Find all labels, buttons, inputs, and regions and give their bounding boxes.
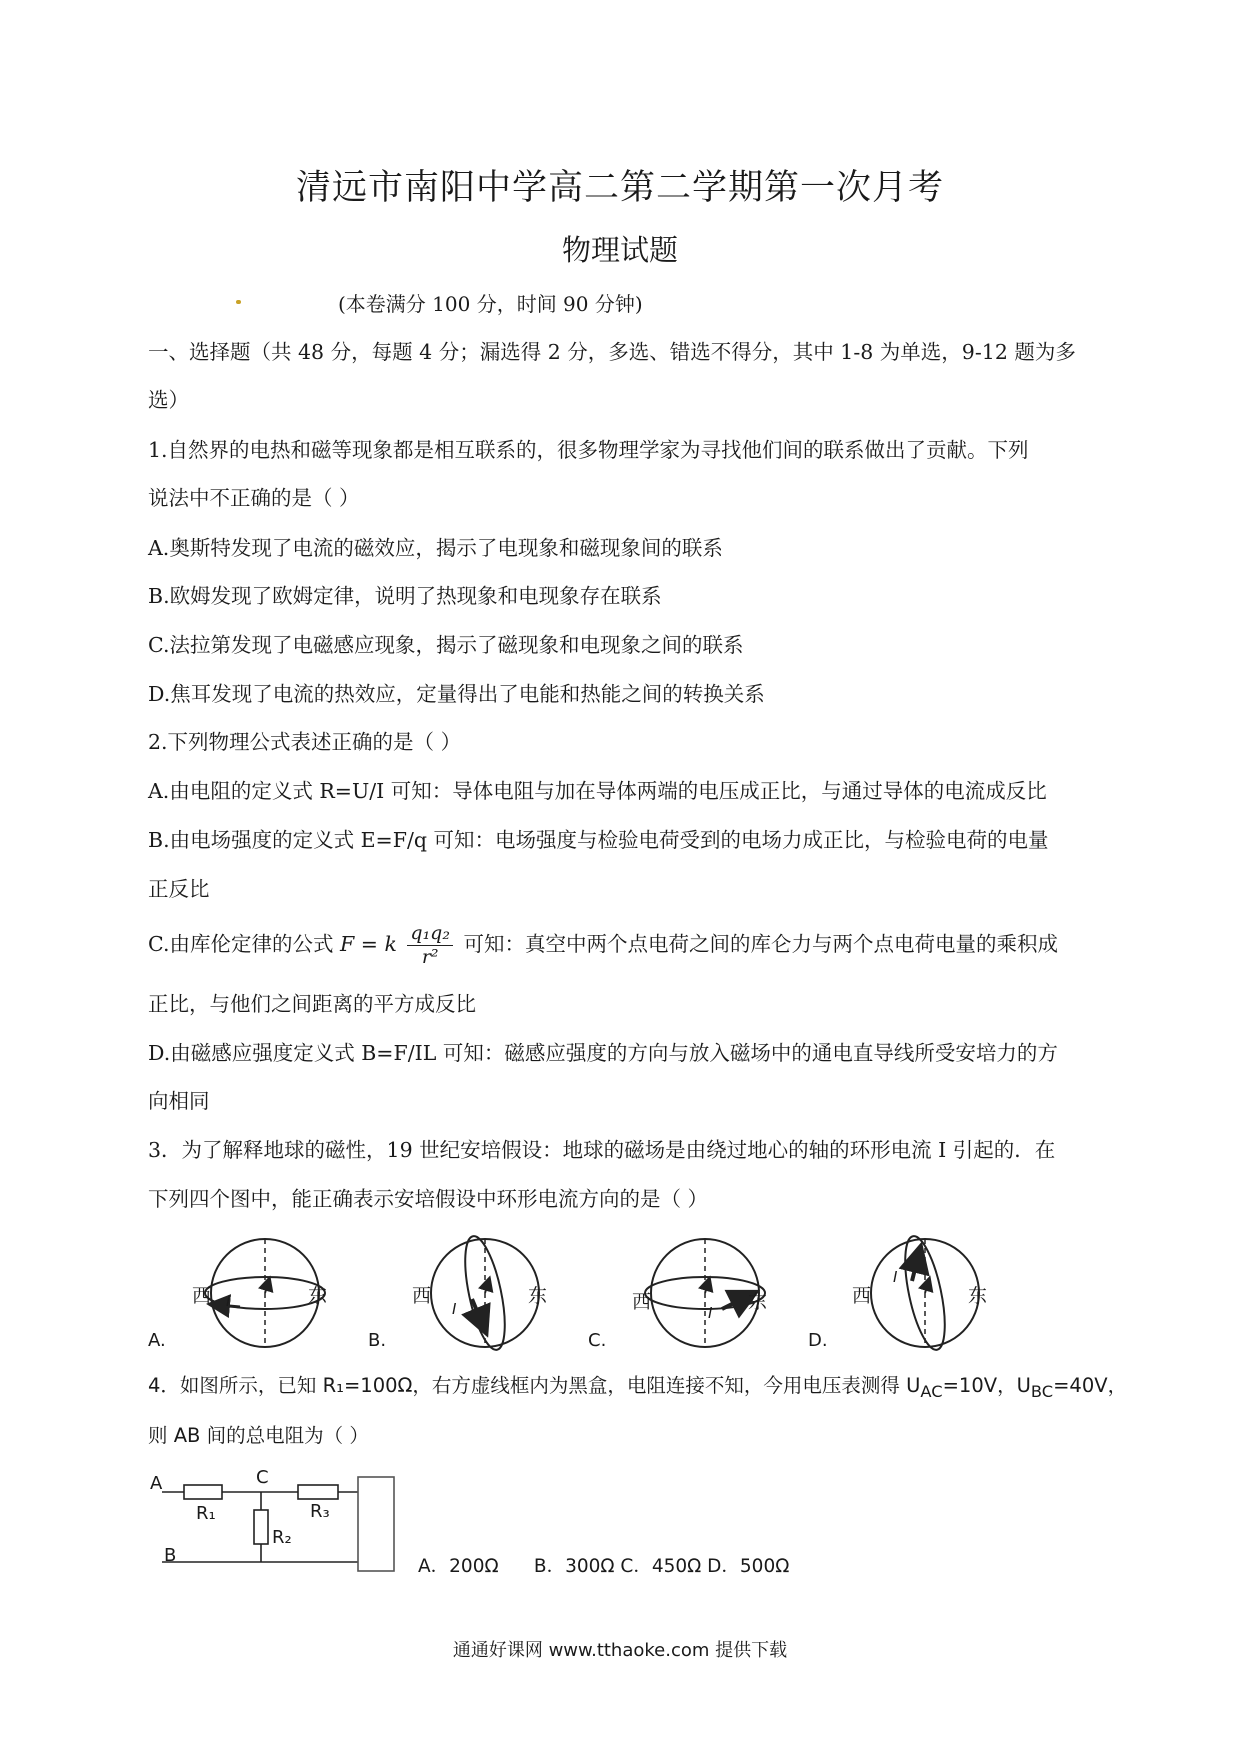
q2-option-c (148, 922, 1108, 969)
globe-b-west-label: 西 (412, 1285, 432, 1307)
q4-options: A．200Ω B．300Ω C．450Ω D．500Ω (418, 1556, 790, 1577)
q4-stem-cont: 则 AB 间的总电阻为（ ） (148, 1424, 369, 1447)
globe-a-current-label: I (226, 1292, 231, 1310)
globe-d-east-label: 东 (968, 1285, 988, 1307)
q2-stem: 2.下列物理公式表述正确的是（ ） (148, 730, 462, 754)
circuit-label-c: C (256, 1467, 269, 1488)
section-heading: 一、选择题（共 48 分，每题 4 分；漏选得 2 分，多选、错选不得分，其中 1-8 为单选，9-12 题为多 (148, 340, 1076, 364)
q2-option-c-cont: 正比，与他们之间距离的平方成反比 (148, 992, 476, 1016)
q2-option-c-suffix: 可知：真空中两个点电荷之间的库仑力与两个点电荷电量的乘积成 (463, 931, 1058, 956)
q4-stem-main: 4．如图所示，已知 R₁=100Ω，右方虚线框内为黑盒，电阻连接不知，今用电压表测得 U (148, 1374, 921, 1397)
coulomb-formula-fraction (407, 922, 453, 969)
q1-option-b: B.欧姆发现了欧姆定律，说明了热现象和电现象存在联系 (148, 584, 662, 608)
q3-option-b-letter: B. (368, 1330, 387, 1351)
q1-option-c: C.法拉第发现了电磁感应现象，揭示了磁现象和电现象之间的联系 (148, 633, 744, 657)
q4-stem-end: =40V， (1053, 1374, 1128, 1397)
globe-c-west-label: 西 (632, 1291, 652, 1313)
circuit-label-r1: R₁ (196, 1503, 216, 1524)
q2-option-b-cont: 正反比 (148, 877, 210, 901)
stray-mark (236, 300, 241, 304)
q4-stem (148, 1374, 1128, 1401)
q2-option-c-prefix: C.由库伦定律的公式 (148, 931, 334, 956)
globe-d-west-label: 西 (852, 1285, 872, 1307)
coulomb-formula-lhs: F = k (340, 931, 397, 956)
q1-stem-cont: 说法中不正确的是（ ） (148, 486, 360, 510)
q3-option-a-letter: A. (148, 1330, 166, 1351)
coulomb-formula-numerator: q₁q₂ (407, 922, 453, 946)
coulomb-formula-denominator: r² (421, 945, 439, 968)
exam-note: (本卷满分 100 分，时间 90 分钟) (338, 292, 643, 316)
resistor-r2 (254, 1510, 268, 1544)
exam-subtitle: 物理试题 (561, 233, 678, 267)
globe-b-current-label: I (452, 1300, 457, 1318)
q4-sub-bc: BC (1030, 1381, 1054, 1401)
section-heading-cont: 选） (148, 388, 189, 412)
black-box (358, 1477, 394, 1571)
q3-option-c-letter: C. (588, 1330, 607, 1351)
circuit-label-a: A (150, 1473, 163, 1494)
q2-option-d-cont: 向相同 (148, 1089, 210, 1113)
resistor-r1 (184, 1485, 222, 1499)
q4-circuit (150, 1468, 410, 1583)
globe-b (431, 1235, 539, 1353)
globe-a (205, 1239, 328, 1347)
globe-a-east-label: 东 (308, 1285, 328, 1307)
q1-stem: 1.自然界的电热和磁等现象都是相互联系的，很多物理学家为寻找他们间的联系做出了贡献。下列 (148, 438, 1029, 462)
circuit-label-b: B (164, 1545, 177, 1566)
q4-stem-mid: =10V，U (942, 1374, 1031, 1397)
q3-stem: 3．为了解释地球的磁性，19 世纪安培假设：地球的磁场是由绕过地心的轴的环形电流 I 引起的．在 (148, 1138, 1056, 1162)
q1-option-d: D.焦耳发现了电流的热效应，定量得出了电能和热能之间的转换关系 (148, 682, 765, 706)
q3-option-d-letter: D. (808, 1330, 828, 1351)
q4-sub-ac: AC (920, 1381, 943, 1401)
globe-c-current-label: I (708, 1304, 713, 1322)
q2-option-b: B.由电场强度的定义式 E=F/q 可知：电场强度与检验电荷受到的电场力成正比，与检验电荷的电量 (148, 828, 1049, 852)
circuit-label-r2: R₂ (272, 1527, 292, 1548)
globe-b-east-label: 东 (528, 1285, 548, 1307)
q3-stem-cont: 下列四个图中，能正确表示安培假设中环形电流方向的是（ ） (148, 1187, 709, 1211)
globe-a-west-label: 西 (192, 1285, 212, 1307)
footer-source: 通通好课网 www.tthaoke.com 提供下载 (452, 1640, 788, 1661)
resistor-r3 (298, 1485, 338, 1499)
circuit-label-r3: R₃ (310, 1501, 330, 1522)
q1-option-a: A.奥斯特发现了电流的磁效应，揭示了电现象和磁现象间的联系 (148, 536, 723, 560)
exam-title: 清远市南阳中学高二第二学期第一次月考 (295, 168, 944, 208)
globe-c (645, 1239, 768, 1347)
globe-d-current-label: I (893, 1268, 898, 1286)
q2-option-a: A.由电阻的定义式 R=U/I 可知：导体电阻与加在导体两端的电压成正比，与通过导体的电流成反比 (148, 779, 1047, 803)
q2-option-d: D.由磁感应强度定义式 B=F/IL 可知：磁感应强度的方向与放入磁场中的通电直导线所受安培力的方 (148, 1041, 1058, 1065)
globe-d (871, 1235, 979, 1353)
globe-c-east-label: 东 (748, 1291, 768, 1313)
